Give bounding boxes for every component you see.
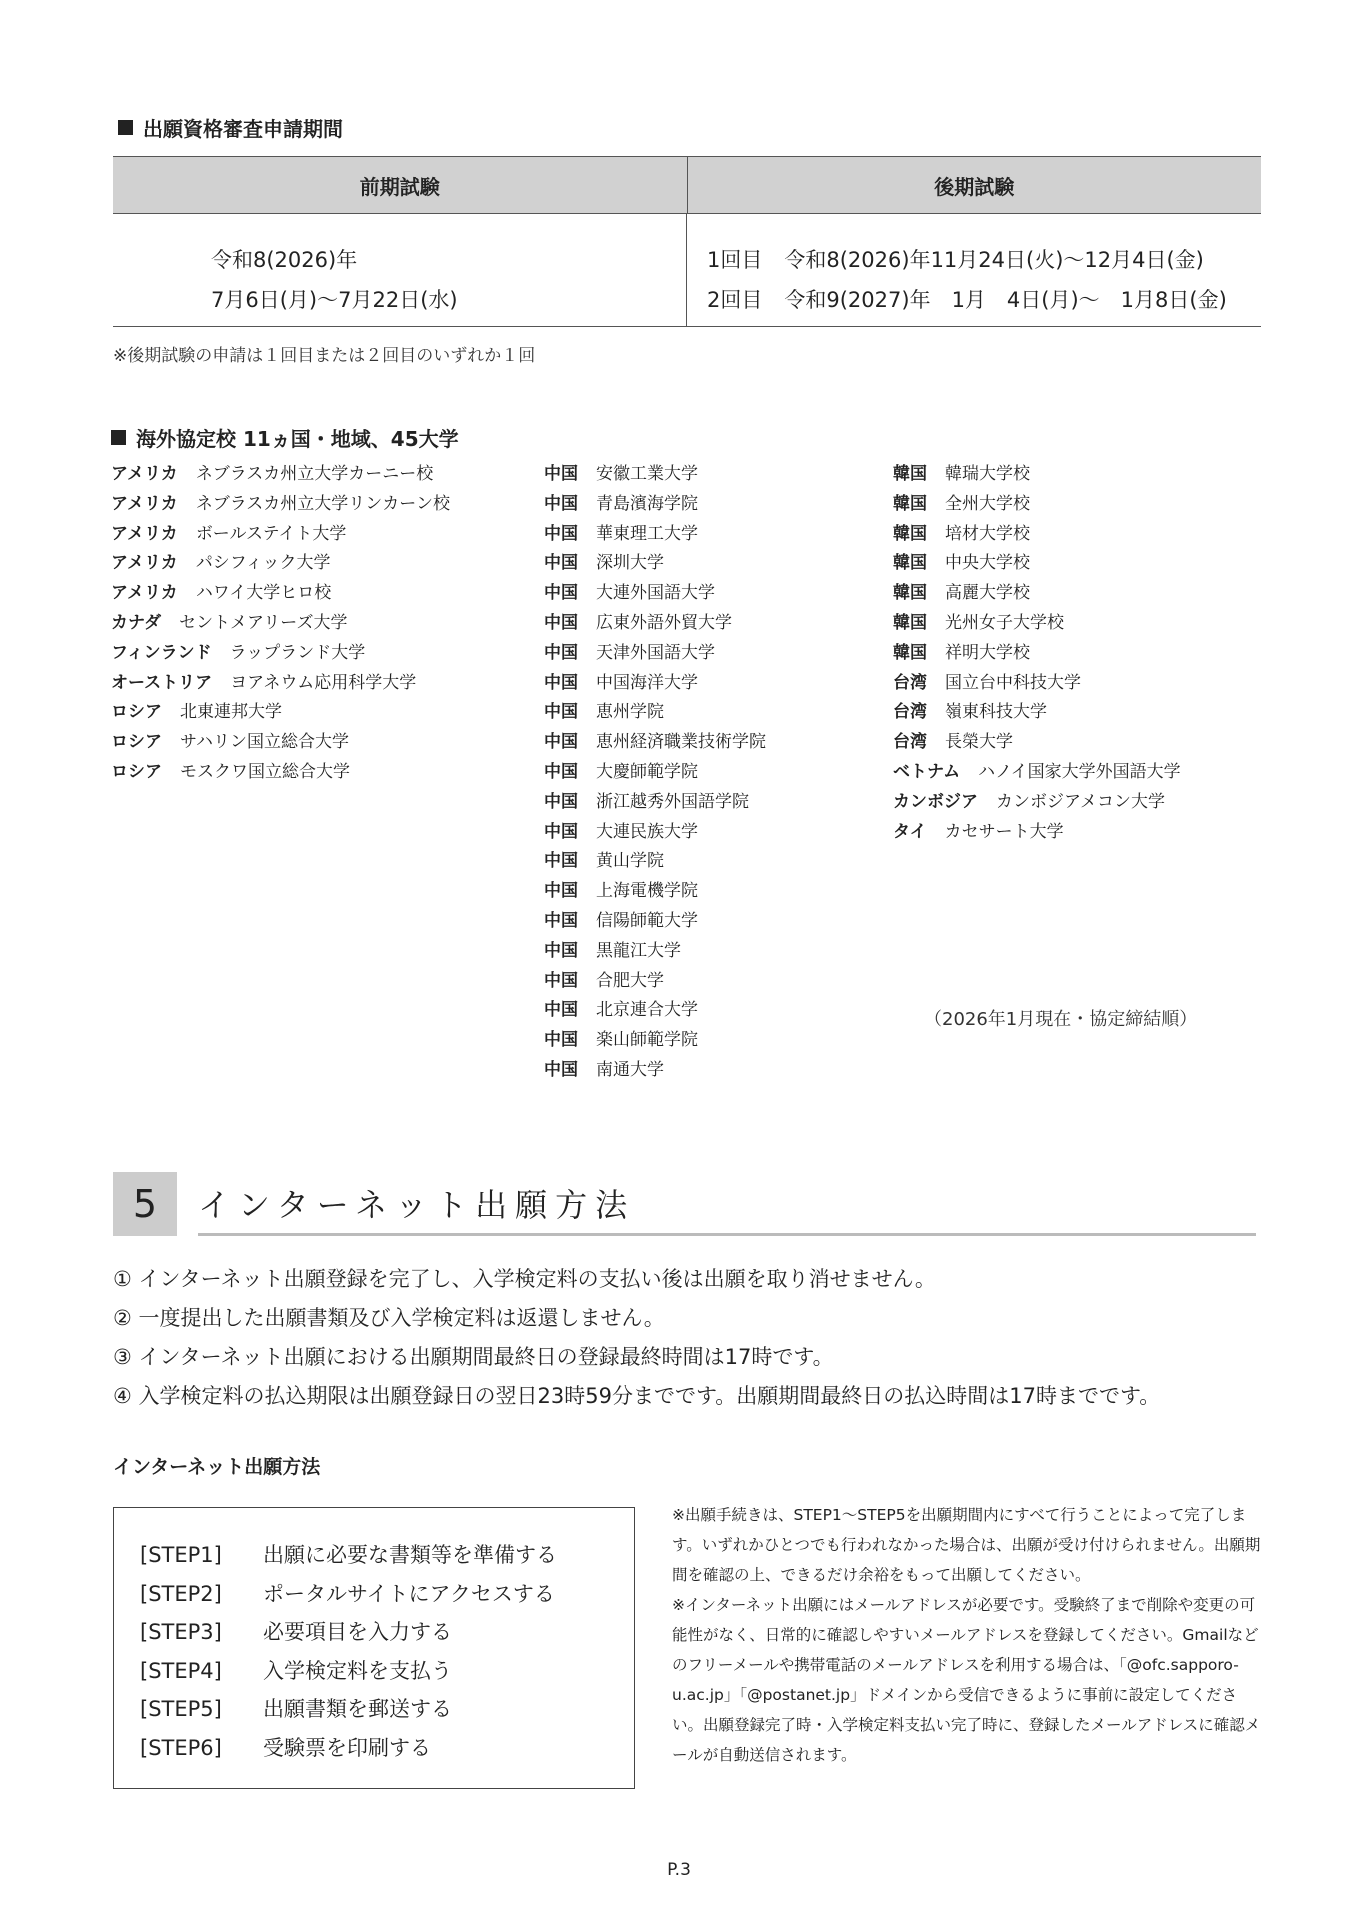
rules-list — [113, 1260, 1160, 1416]
school-name: 大慶師範学院 — [596, 761, 698, 782]
school-row — [544, 877, 766, 907]
school-country: 中国 — [544, 910, 578, 931]
section-number: 5 — [113, 1172, 177, 1236]
school-name: セントメアリーズ大学 — [179, 612, 348, 633]
school-name: 韓瑞大学校 — [945, 464, 1030, 484]
school-country: 中国 — [544, 553, 578, 574]
school-row — [111, 520, 450, 550]
early-exam-period: 令和8(2026)年 7月6日(月)〜7月22日(水) — [113, 214, 687, 326]
table-body — [113, 214, 1261, 327]
school-row — [893, 549, 1181, 579]
school-name: ラップランド大学 — [229, 642, 366, 663]
note-paragraph: ※出願手続きは、STEP1〜STEP5を出願期間内にすべて行うことによって完了します。いずれかひとつでも行われなかった場合は、出願が受け付けられません。出願期間を確認の上、できるだけ余裕をもって出願してください。 — [672, 1506, 1261, 1584]
school-country: 台湾 — [893, 672, 927, 693]
school-row — [544, 818, 766, 848]
school-row — [893, 818, 1181, 848]
school-name: 黄山学院 — [596, 851, 664, 872]
school-country: カンボジア — [893, 791, 978, 812]
school-row — [544, 609, 766, 639]
school-name: 上海電機学院 — [596, 881, 698, 902]
school-row — [893, 520, 1181, 550]
school-row — [893, 460, 1181, 490]
school-row — [111, 669, 450, 699]
step-item: [STEP1] 出願に必要な書類等を準備する — [140, 1543, 557, 1567]
school-name: 南通大学 — [596, 1059, 664, 1080]
late-round-1: 1回目 令和8(2026)年11月24日(火)〜12月4日(金) — [707, 248, 1204, 272]
school-row — [544, 579, 766, 609]
school-row — [893, 609, 1181, 639]
school-name: 国立台中科技大学 — [945, 672, 1081, 693]
school-row — [544, 639, 766, 669]
school-country: 韓国 — [893, 583, 927, 604]
school-country: 中国 — [544, 1000, 578, 1021]
school-row — [893, 579, 1181, 609]
school-row — [544, 1056, 766, 1086]
step-item: [STEP3] 必要項目を入力する — [140, 1620, 452, 1645]
school-row — [111, 698, 450, 728]
school-country: 台湾 — [893, 702, 927, 723]
school-name: 合肥大学 — [596, 970, 664, 991]
school-row — [544, 996, 766, 1026]
partner-schools-heading: 海外協定校 11ヵ国・地域、45大学 — [111, 423, 459, 452]
school-name: 光州女子大学校 — [945, 612, 1064, 633]
school-row — [893, 758, 1181, 788]
school-country: 中国 — [544, 583, 578, 604]
school-country: ロシア — [111, 732, 162, 753]
school-name: 広東外語外貿大学 — [596, 612, 732, 633]
school-name: 高麗大学校 — [945, 583, 1030, 604]
section-title-underline — [198, 1233, 1256, 1236]
late-exam-periods — [687, 214, 1261, 326]
school-country: 中国 — [544, 940, 578, 961]
school-name: 信陽師範大学 — [596, 910, 698, 931]
late-exam-note: ※後期試験の申請は１回目または２回目のいずれか１回 — [113, 346, 536, 366]
school-name: 中国海洋大学 — [596, 672, 698, 693]
steps-subheading: インターネット出願方法 — [113, 1456, 321, 1478]
square-bullet-icon — [118, 120, 133, 135]
school-name: モスクワ国立総合大学 — [180, 761, 350, 782]
rule-item: ② 一度提出した出願書類及び入学検定料は返還しません。 — [113, 1306, 665, 1330]
school-country: 韓国 — [893, 612, 927, 633]
school-name: カンボジアメコン大学 — [996, 791, 1165, 812]
school-name: ボールステイト大学 — [195, 523, 347, 544]
school-country: 中国 — [544, 761, 578, 782]
header-late-exam: 後期試験 — [687, 157, 1262, 213]
step-item: [STEP4] 入学検定料を支払う — [140, 1658, 452, 1683]
school-name: 恵州経済職業技術学院 — [596, 732, 766, 753]
school-name: 安徽工業大学 — [596, 464, 698, 484]
school-row — [111, 579, 450, 609]
school-name: 恵州学院 — [596, 702, 664, 723]
school-name: 深圳大学 — [596, 553, 664, 574]
school-name: 天津外国語大学 — [596, 642, 715, 663]
school-row — [544, 1026, 766, 1056]
school-country: 中国 — [544, 1030, 578, 1051]
school-name: ネブラスカ州立大学リンカーン校 — [195, 493, 450, 514]
school-name: ハノイ国家大学外国語大学 — [978, 761, 1181, 782]
school-country: 中国 — [544, 970, 578, 991]
school-name: ヨアネウム応用科学大学 — [230, 672, 417, 693]
school-name: 黒龍江大学 — [596, 940, 681, 961]
school-country: 中国 — [544, 702, 578, 723]
school-name: 青島濱海学院 — [596, 493, 698, 514]
section-title: インターネット出願方法 — [198, 1186, 636, 1224]
steps-box — [113, 1507, 635, 1789]
school-column-2 — [544, 460, 766, 1086]
school-country: アメリカ — [111, 583, 178, 604]
school-row — [893, 669, 1181, 699]
school-row — [544, 967, 766, 997]
table-header — [113, 156, 1261, 214]
school-country: 中国 — [544, 881, 578, 902]
school-country: ベトナム — [893, 761, 961, 782]
school-row — [111, 460, 450, 490]
step-item: [STEP6] 受験票を印刷する — [140, 1735, 431, 1760]
step-item: [STEP5] 出願書類を郵送する — [140, 1697, 452, 1722]
school-country: 中国 — [544, 493, 578, 514]
school-row — [544, 549, 766, 579]
late-round-2: 2回目 令和9(2027)年 1月 4日(月)〜 1月8日(金) — [707, 288, 1227, 312]
school-country: 中国 — [544, 732, 578, 753]
school-row — [111, 490, 450, 520]
school-name: サハリン国立総合大学 — [180, 732, 349, 753]
school-row — [544, 937, 766, 967]
school-country: ロシア — [111, 761, 162, 782]
school-country: 中国 — [544, 612, 578, 633]
school-row — [544, 520, 766, 550]
school-country: ロシア — [111, 702, 162, 723]
step-item: [STEP2] ポータルサイトにアクセスする — [140, 1581, 555, 1606]
school-name: 祥明大学校 — [945, 642, 1030, 663]
rule-item: ③ インターネット出願における出願期間最終日の登録最終時間は17時です。 — [113, 1345, 834, 1369]
school-country: 中国 — [544, 821, 578, 842]
square-bullet-icon — [111, 430, 126, 445]
school-country: アメリカ — [111, 493, 178, 514]
school-name: 楽山師範学院 — [596, 1030, 698, 1051]
school-country: アメリカ — [111, 523, 178, 544]
school-row — [544, 669, 766, 699]
school-name: 大連民族大学 — [596, 821, 698, 842]
school-country: アメリカ — [111, 553, 178, 574]
school-name: 全州大学校 — [945, 493, 1030, 514]
school-name: ハワイ大学ヒロ校 — [195, 583, 332, 604]
school-country: 韓国 — [893, 553, 927, 574]
school-row — [893, 490, 1181, 520]
school-name: 大連外国語大学 — [596, 583, 715, 604]
school-column-3 — [893, 460, 1181, 847]
school-row — [544, 907, 766, 937]
school-country: フィンランド — [111, 642, 212, 663]
school-row — [893, 698, 1181, 728]
page-number: P.3 — [667, 1860, 691, 1880]
school-row — [544, 698, 766, 728]
school-name: 長榮大学 — [945, 732, 1013, 753]
school-row — [544, 460, 766, 490]
school-country: 韓国 — [893, 642, 927, 663]
school-row — [111, 758, 450, 788]
school-country: 中国 — [544, 464, 578, 484]
schools-footnote: （2026年1月現在・協定締結順） — [924, 1009, 1198, 1030]
school-country: 中国 — [544, 523, 578, 544]
school-country: 中国 — [544, 1059, 578, 1080]
school-row — [111, 549, 450, 579]
school-country: 韓国 — [893, 493, 927, 514]
school-name: 培材大学校 — [945, 523, 1030, 544]
school-row — [544, 490, 766, 520]
school-country: 韓国 — [893, 464, 927, 484]
school-country: 中国 — [544, 672, 578, 693]
school-country: 韓国 — [893, 523, 927, 544]
school-name: カセサート大学 — [944, 821, 1064, 842]
school-row — [544, 788, 766, 818]
school-row — [544, 847, 766, 877]
school-name: 北東連邦大学 — [180, 702, 282, 723]
school-country: オーストリア — [111, 672, 213, 693]
school-column-1 — [111, 460, 450, 788]
school-name: ネブラスカ州立大学カーニー校 — [195, 464, 434, 484]
school-name: 華東理工大学 — [596, 523, 698, 544]
school-row — [893, 639, 1181, 669]
school-country: 中国 — [544, 851, 578, 872]
school-row — [893, 788, 1181, 818]
school-row — [544, 728, 766, 758]
school-country: 中国 — [544, 642, 578, 663]
note-paragraph: ※インターネット出願にはメールアドレスが必要です。受験終了まで削除や変更の可能性がなく、日常的に確認しやすいメールアドレスを登録してください。Gmailなどのフリーメールや携帯電話のメールアドレスを利用する場合は、「@ofc.sapporo-u.ac.jp」「@postanet.jp」ドメインから受信できるように事前に設定してください。出願登録完了時・入学検定料支払い完了時に、登録したメールアドレスに確認メールが自動送信されます。 — [672, 1596, 1261, 1764]
school-country: 台湾 — [893, 732, 927, 753]
school-country: アメリカ — [111, 464, 178, 484]
school-country: カナダ — [111, 612, 162, 633]
school-name: 浙江越秀外国語学院 — [596, 791, 749, 812]
rule-item: ① インターネット出願登録を完了し、入学検定料の支払い後は出願を取り消せません。 — [113, 1267, 936, 1291]
rule-item: ④ 入学検定料の払込期限は出願登録日の翌日23時59分までです。出願期間最終日の払込時間は17時までです。 — [113, 1384, 1161, 1408]
school-row — [111, 639, 450, 669]
school-row — [893, 728, 1181, 758]
school-country: 中国 — [544, 791, 578, 812]
application-period-heading: 出願資格審査申請期間 — [118, 113, 343, 142]
school-row — [111, 728, 450, 758]
school-name: 嶺東科技大学 — [945, 702, 1047, 723]
school-name: 中央大学校 — [945, 553, 1030, 574]
application-notes — [672, 1500, 1264, 1770]
school-country: タイ — [893, 821, 927, 842]
header-early-exam: 前期試験 — [359, 174, 440, 199]
school-name: パシフィック大学 — [195, 553, 331, 574]
school-row — [544, 758, 766, 788]
application-period-table — [113, 156, 1261, 327]
school-name: 北京連合大学 — [596, 1000, 698, 1021]
school-row — [111, 609, 450, 639]
